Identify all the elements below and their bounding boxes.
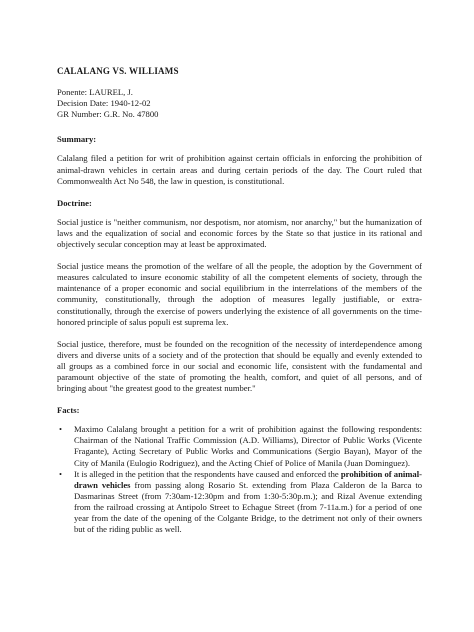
doctrine-section (57, 198, 422, 394)
fact-text: Maximo Calalang brought a petition for a writ of prohibition against the following respondents: Chairman of the National Traffic Commission (A.D. Williams), Director of Public Works (Vicente Fragante), Acting Secretary of Public Works and Communications (Sergio Bayan), Mayor of the City of Manila (Eulogio Rodriguez), and the Acting Chief of Police of Manila (Juan Dominguez). (74, 424, 422, 468)
gr-number-line: GR Number: G.R. No. 47800 (57, 109, 159, 120)
bullet-icon: • (59, 468, 63, 479)
fact-text: It is alleged in the petition that the respondents have caused and enforced the (74, 468, 341, 479)
ponente-line: Ponente: LAUREL, J. (57, 87, 133, 98)
fact-emphasis: prohibition of animal-drawn vehicles (74, 468, 422, 490)
fact-text-continued: from passing along Rosario St. extending from Plaza Calderon de la Barca to Dasmarinas Street (from 7:30am-12:30pm and from 1:30-5:30p.m.); and Rizal Avenue extending from the railroad crossing at Antipolo Street to Echague Street (from 7-11a.m.) for a period of one year from the date of the opening of the Colgante Bridge, to the detriment not only of their owners but of the riding public as well. (74, 479, 422, 535)
facts-heading: Facts: (57, 405, 80, 416)
facts-section (57, 405, 422, 535)
doctrine-paragraph: Social justice is "neither communism, nor despotism, nor atomism, nor anarchy," but the humanization of laws and the equalization of social and economic forces by the State so that justice in its rational and objectively secular conception may at least be approximated. (57, 216, 422, 250)
fact-item (57, 424, 422, 468)
document-page (57, 66, 422, 535)
doctrine-paragraph: Social justice, therefore, must be founded on the recognition of the necessity of interdependence among divers and diverse units of a society and of the protection that should be equally and evenly extended to all groups as a combined force in our social and economic life, consistent with the fundamental and paramount objective of the state of promoting the health, comfort, and quiet of all persons, and of bringing about "the greatest good to the greatest number." (57, 338, 422, 394)
summary-heading: Summary: (57, 134, 97, 145)
fact-item (57, 469, 422, 536)
summary-section (57, 134, 422, 186)
doctrine-heading: Doctrine: (57, 197, 92, 208)
case-metadata (57, 87, 422, 120)
bullet-icon: • (59, 424, 63, 435)
decision-date-line: Decision Date: 1940-12-02 (57, 98, 151, 109)
doctrine-paragraph: Social justice means the promotion of the welfare of all the people, the adoption by the Government of measures calculated to insure economic stability of all the competent elements of society, through the maintenance of a proper economic and social equilibrium in the interrelations of the members of the community, constitutionally, through the adoption of measures legally justifiable, or extra-constitutionally, through the exercise of powers underlying the existence of all governments on the time-honored principle of salus populi est suprema lex. (57, 261, 422, 327)
case-title: CALALANG VS. WILLIAMS (57, 66, 179, 76)
summary-text: Calalang filed a petition for writ of prohibition against certain officials in enforcing the prohibition of animal-drawn vehicles in certain areas and during certain periods of the day. The Court ruled that Commonwealth Act No 548, the law in question, is constitutional. (57, 153, 422, 186)
facts-list (57, 424, 422, 535)
